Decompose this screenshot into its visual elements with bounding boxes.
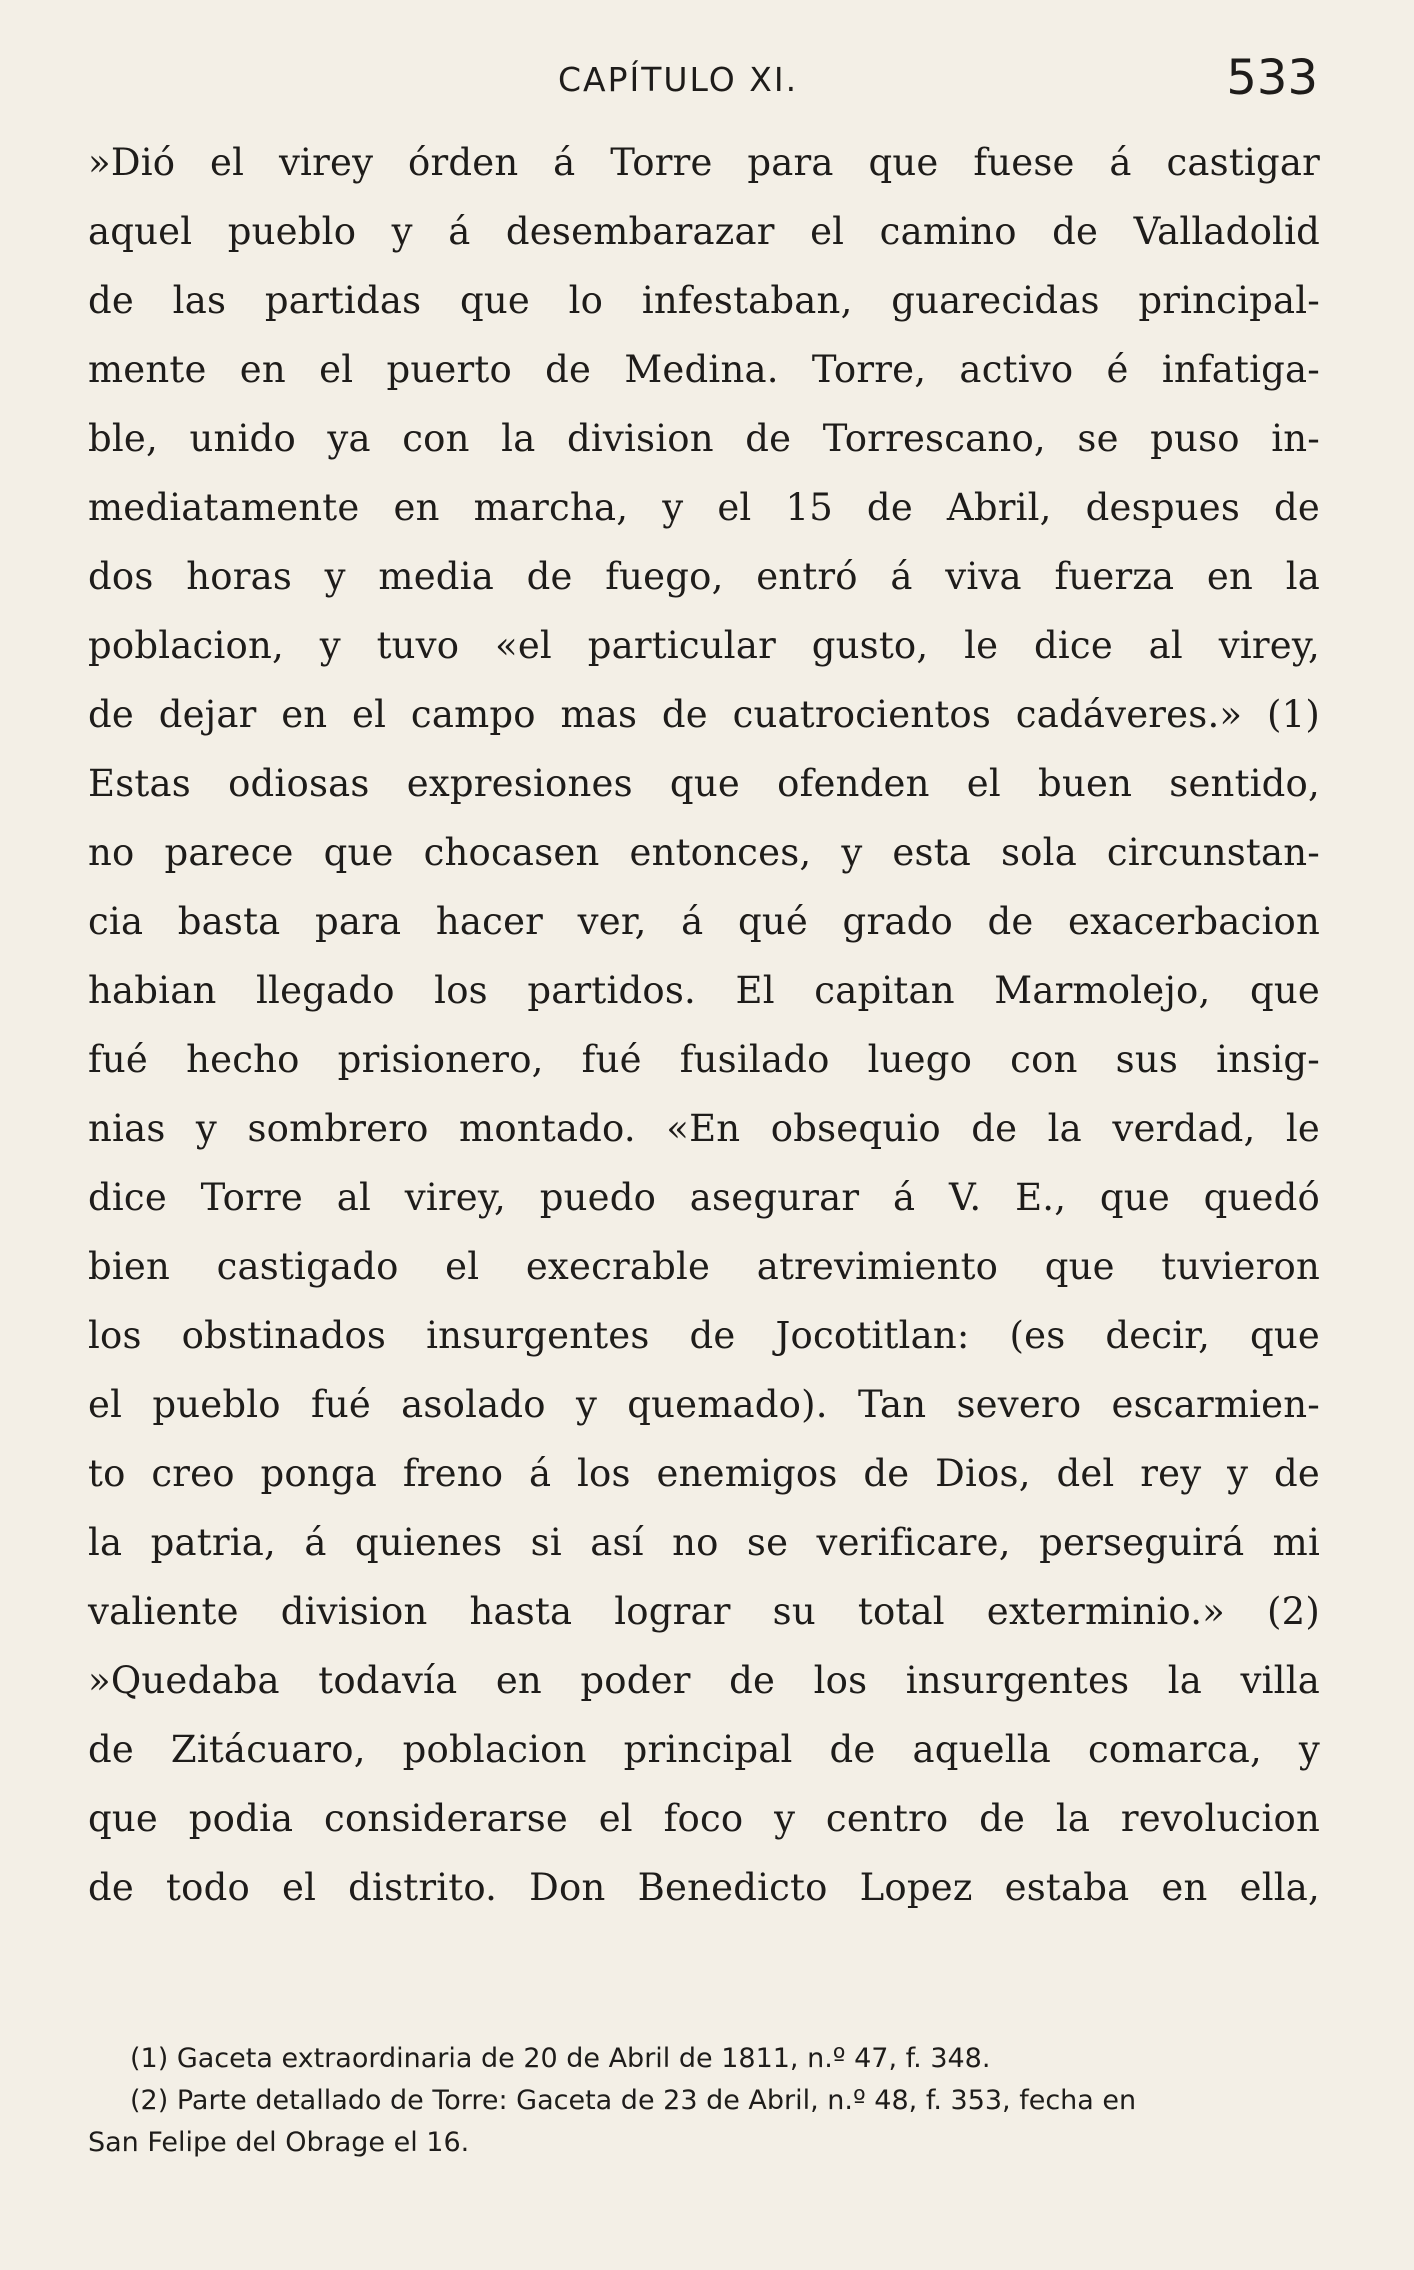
footnote-2: (2) Parte detallado de Torre: Gaceta de 23 de Abril, n.º 48, f. 353, fecha en: [130, 2085, 1137, 2116]
footnote-2-continuation: San Felipe del Obrage el 16.: [88, 2127, 470, 2158]
text-line: la patria, á quienes si así no se verificare, perseguirá mi: [88, 1521, 1320, 1564]
text-line: cia basta para hacer ver, á qué grado de exacerbacion: [88, 900, 1320, 943]
footnotes: [88, 2038, 1320, 2164]
text-line: el pueblo fué asolado y quemado). Tan severo escarmien-: [88, 1383, 1320, 1426]
text-line: ble, unido ya con la division de Torrescano, se puso in-: [88, 417, 1320, 460]
body-text: [88, 128, 1320, 1922]
chapter-heading: CAPÍTULO XI.: [558, 60, 799, 99]
text-line: to creo ponga freno á los enemigos de Dios, del rey y de: [88, 1452, 1320, 1495]
text-line: dos horas y media de fuego, entró á viva fuerza en la: [88, 555, 1320, 598]
text-line: aquel pueblo y á desembarazar el camino de Valladolid: [88, 210, 1320, 253]
text-line: mente en el puerto de Medina. Torre, activo é infatiga-: [88, 348, 1320, 391]
page-header: [88, 50, 1318, 110]
text-line: no parece que chocasen entonces, y esta sola circunstan-: [88, 831, 1320, 874]
text-line: Estas odiosas expresiones que ofenden el buen sentido,: [88, 762, 1320, 805]
text-line: mediatamente en marcha, y el 15 de Abril, despues de: [88, 486, 1320, 529]
footnote-1: (1) Gaceta extraordinaria de 20 de Abril de 1811, n.º 47, f. 348.: [130, 2043, 991, 2074]
text-line: de Zitácuaro, poblacion principal de aquella comarca, y: [88, 1728, 1320, 1771]
text-line: de todo el distrito. Don Benedicto Lopez estaba en ella,: [88, 1866, 1320, 1909]
text-line: los obstinados insurgentes de Jocotitlan: (es decir, que: [88, 1314, 1320, 1357]
page-number: 533: [1226, 50, 1318, 106]
text-line: que podia considerarse el foco y centro de la revolucion: [88, 1797, 1320, 1840]
text-line: nias y sombrero montado. «En obsequio de la verdad, le: [88, 1107, 1320, 1150]
text-line: valiente division hasta lograr su total exterminio.» (2): [88, 1590, 1320, 1633]
text-line: »Quedaba todavía en poder de los insurgentes la villa: [88, 1659, 1320, 1702]
text-line: bien castigado el execrable atrevimiento que tuvieron: [88, 1245, 1320, 1288]
text-line: »Dió el virey órden á Torre para que fuese á castigar: [88, 141, 1320, 184]
text-line: de dejar en el campo mas de cuatrocientos cadáveres.» (1): [88, 693, 1320, 736]
text-line: habian llegado los partidos. El capitan Marmolejo, que: [88, 969, 1320, 1012]
text-line: poblacion, y tuvo «el particular gusto, le dice al virey,: [88, 624, 1320, 667]
text-line: dice Torre al virey, puedo asegurar á V. E., que quedó: [88, 1176, 1320, 1219]
text-line: fué hecho prisionero, fué fusilado luego con sus insig-: [88, 1038, 1320, 1081]
text-line: de las partidas que lo infestaban, guarecidas principal-: [88, 279, 1320, 322]
